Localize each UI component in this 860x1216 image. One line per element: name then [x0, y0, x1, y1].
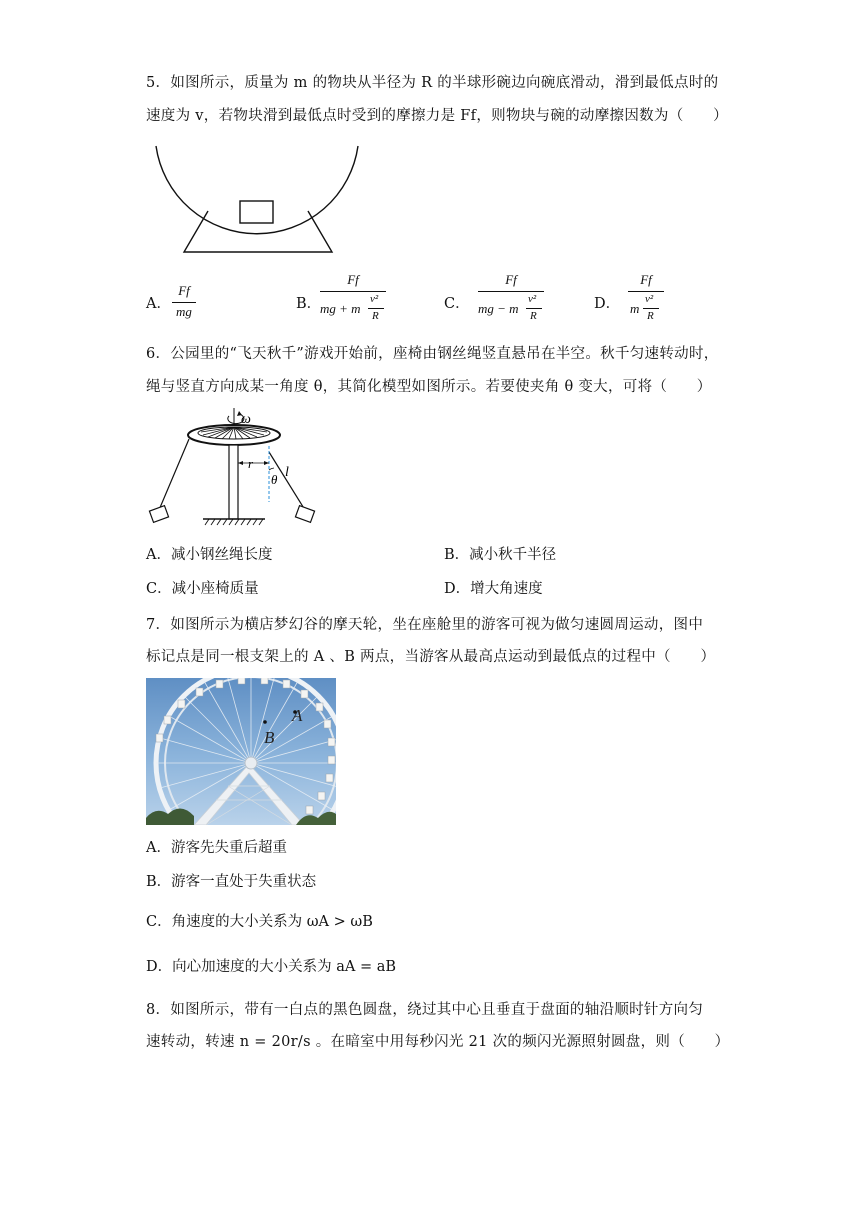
- q5-c-numerator: Ff: [505, 272, 517, 287]
- q5-option-d-label: D．: [594, 296, 621, 312]
- q5-option-b-label: B．: [296, 296, 322, 312]
- q5-option-a-fraction: [172, 283, 196, 323]
- q7-stem-line1: 7．如图所示为横店梦幻谷的摩天轮，坐在座舱里的游客可视为做匀速圆周运动，图中: [146, 617, 704, 633]
- point-b-label: B: [264, 728, 275, 747]
- swing-diagram: [145, 408, 330, 530]
- q5-a-numerator: Ff: [178, 283, 190, 298]
- q5-option-c-label: C．: [444, 296, 470, 312]
- q5-c-v2: v²: [528, 293, 537, 305]
- q5-option-b-fraction: [320, 272, 386, 332]
- q7-option-d: D．向心加速度的大小关系为 aA = aB: [146, 959, 397, 975]
- q7-stem-line2: 标记点是同一根支架上的 A 、B 两点，当游客从最高点运动到最低点的过程中（ ）: [146, 649, 716, 665]
- q5-c-r: R: [530, 310, 537, 322]
- ferris-wheel-photo: [146, 678, 336, 825]
- q5-option-d-fraction: [628, 272, 664, 332]
- q5-option-c-fraction: [478, 272, 544, 332]
- q5-b-r: R: [372, 310, 379, 322]
- omega-label: ω: [241, 412, 251, 427]
- bowl-diagram: [150, 140, 365, 260]
- q6-stem-line1: 6．公园里的“飞天秋千”游戏开始前，座椅由钢丝绳竖直悬吊在半空。秋千匀速转动时，: [146, 346, 719, 362]
- q6-option-c: C．减小座椅质量: [146, 581, 259, 597]
- q5-b-numerator: Ff: [347, 272, 359, 287]
- q8-stem-line2: 速转动，转速 n = 20r/s 。在暗室中用每秒闪光 21 次的频闪光源照射圆盘，则（ ）: [146, 1034, 730, 1050]
- q7-option-c: C．角速度的大小关系为 ωA > ωB: [146, 914, 373, 930]
- point-a-label: A: [292, 706, 303, 725]
- radius-label: r: [248, 456, 254, 471]
- q5-stem-line2: 速度为 v，若物块滑到最低点时受到的摩擦力是 Ff，则物块与碗的动摩擦因数为（ ）: [146, 108, 728, 124]
- q5-d-numerator: Ff: [640, 272, 652, 287]
- q5-d-v2: v²: [645, 293, 654, 305]
- q7-option-a: A．游客先失重后超重: [146, 840, 287, 856]
- q5-stem-line1: 5．如图所示，质量为 m 的物块从半径为 R 的半球形碗边向碗底滑动，滑到最低点时的: [146, 75, 719, 91]
- q5-a-denominator: mg: [176, 304, 192, 319]
- q5-b-v2: v²: [370, 293, 379, 305]
- q5-option-a-label: A．: [146, 296, 171, 312]
- q5-d-r: R: [647, 310, 654, 322]
- q5-d-den-left: m: [630, 301, 640, 316]
- q5-c-den-left: mg − m: [478, 301, 519, 316]
- q8-stem-line1: 8．如图所示，带有一白点的黑色圆盘，绕过其中心且垂直于盘面的轴沿顺时针方向匀: [146, 1002, 704, 1018]
- q6-option-a: A．减小钢丝绳长度: [146, 547, 273, 563]
- q7-option-b: B．游客一直处于失重状态: [146, 874, 317, 890]
- q6-stem-line2: 绳与竖直方向成某一角度 θ，其简化模型如图所示。若要使夹角 θ 变大，可将（ ）: [146, 379, 712, 395]
- q6-option-b: B．减小秋千半径: [444, 547, 557, 563]
- q6-option-d: D．增大角速度: [444, 581, 543, 597]
- length-label: l: [285, 465, 289, 480]
- q5-b-den-left: mg + m: [320, 301, 361, 316]
- theta-label: θ: [271, 472, 278, 487]
